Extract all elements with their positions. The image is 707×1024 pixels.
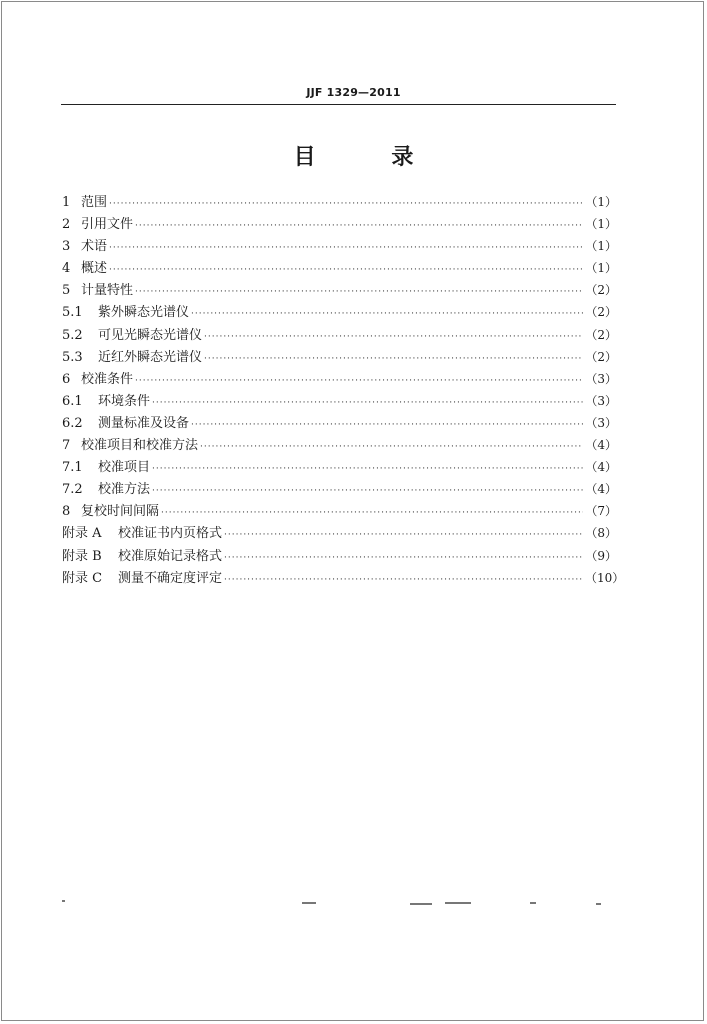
toc-entry-page: （4）: [585, 460, 617, 475]
dot-leader: [152, 458, 583, 480]
toc-entry-title: 校准条件: [81, 371, 134, 387]
toc-entry-number: 4: [62, 261, 71, 277]
toc-entry-number: 6.2: [62, 415, 83, 431]
toc-entry-title: 校准方法: [98, 482, 151, 498]
toc-entry-number: 5: [62, 283, 71, 299]
toc-entry-3[interactable]: [62, 235, 617, 257]
toc-entry-number: 7.1: [62, 460, 83, 476]
dot-leader: [109, 259, 583, 281]
dot-leader: [191, 303, 583, 325]
toc-entry-label: [62, 479, 150, 501]
toc-entry-page: （2）: [585, 305, 617, 320]
dot-leader: [191, 414, 583, 436]
toc-entry-number: 6: [62, 371, 71, 387]
toc-entry-title: 计量特性: [81, 283, 134, 299]
toc-entry-label: [62, 435, 198, 457]
toc-entry-label: [62, 214, 133, 236]
toc-entry-label: [62, 192, 107, 214]
scan-speck: [530, 902, 536, 904]
dot-leader: [135, 370, 583, 392]
scan-artifacts: [60, 897, 620, 909]
toc-entry-number: 8: [62, 504, 71, 520]
scan-speck: [410, 903, 432, 905]
toc-entry-5-3[interactable]: [62, 346, 617, 368]
toc-entry-title: 校准项目: [98, 460, 151, 476]
toc-entry-label: [62, 457, 150, 479]
dot-leader: [224, 524, 583, 546]
toc-entry-number: 6.1: [62, 393, 83, 409]
toc-entry-page: （1）: [585, 195, 617, 209]
toc-entry-label: [62, 302, 189, 324]
toc-entry-6-1[interactable]: [62, 390, 617, 412]
toc-entry-title: 术语: [81, 239, 108, 255]
page-title: 目 录: [293, 145, 448, 170]
toc-entry-appendix-b[interactable]: [62, 545, 617, 567]
dot-leader: [224, 569, 583, 591]
toc-entry-label: [62, 546, 222, 568]
toc-entry-page: （7）: [585, 504, 617, 519]
toc-entry-5[interactable]: [62, 279, 617, 301]
toc-entry-number: 附录 B: [62, 548, 102, 564]
toc-entry-number: 附录 C: [62, 570, 103, 586]
toc-entry-page: （1）: [585, 217, 617, 232]
toc-entry-page: （8）: [585, 526, 617, 541]
dot-leader: [204, 326, 583, 348]
toc-entry-page: （3）: [585, 415, 617, 430]
toc-entry-label: [62, 347, 202, 369]
toc-entry-appendix-c[interactable]: [62, 567, 625, 589]
toc-entry-label: [62, 568, 222, 590]
dot-leader: [152, 392, 583, 414]
toc-entry-appendix-a[interactable]: [62, 522, 617, 544]
toc-entry-page: （10）: [585, 570, 625, 585]
dot-leader: [161, 502, 583, 524]
toc-entry-title: 环境条件: [98, 393, 151, 409]
toc-entry-page: （2）: [585, 283, 617, 298]
toc-entry-label: [62, 280, 133, 302]
toc-entry-1[interactable]: [62, 191, 617, 213]
toc-entry-page: （9）: [585, 548, 617, 563]
toc-entry-title: 概述: [81, 261, 108, 277]
toc-entry-number: 1: [62, 195, 71, 210]
toc-entry-title: 测量不确定度评定: [118, 570, 223, 586]
toc-entry-title: 紫外瞬态光谱仪: [98, 305, 190, 321]
toc-entry-title: 近红外瞬态光谱仪: [98, 349, 203, 365]
toc-entry-title: 复校时间间隔: [81, 504, 160, 520]
dot-leader: [200, 436, 583, 458]
toc-entry-label: [62, 325, 202, 347]
toc-entry-title: 校准原始记录格式: [118, 548, 223, 564]
dot-leader: [109, 237, 583, 259]
toc-entry-number: 附录 A: [62, 526, 102, 542]
toc-entry-page: （2）: [585, 327, 617, 342]
toc-entry-number: 5.1: [62, 305, 83, 321]
dot-leader: [224, 547, 583, 569]
toc-entry-number: 5.3: [62, 349, 83, 365]
toc-entry-label: [62, 523, 222, 545]
toc-entry-2[interactable]: [62, 213, 617, 235]
scan-speck: [302, 902, 316, 904]
toc-entry-title: 可见光瞬态光谱仪: [98, 327, 203, 343]
toc-entry-page: （3）: [585, 393, 617, 408]
toc-entry-page: （1）: [585, 261, 617, 276]
toc-entry-label: [62, 413, 189, 435]
header-rule: [61, 104, 616, 105]
toc-entry-title: 引用文件: [81, 217, 134, 233]
standard-code-header: JJF 1329—2011: [306, 86, 401, 99]
toc-entry-page: （1）: [585, 239, 617, 254]
toc-entry-5-2[interactable]: [62, 324, 617, 346]
toc-entry-7[interactable]: [62, 434, 617, 456]
scan-speck: [445, 902, 471, 904]
toc-entry-label: [62, 391, 150, 413]
dot-leader: [135, 215, 583, 237]
toc-entry-label: [62, 501, 159, 523]
toc-entry-label: [62, 369, 133, 391]
toc-entry-number: 7.2: [62, 482, 83, 498]
toc-entry-title: 校准证书内页格式: [118, 526, 223, 542]
scan-speck: [62, 900, 65, 902]
dot-leader: [152, 480, 583, 502]
toc-entry-number: 2: [62, 217, 71, 233]
toc-entry-number: 5.2: [62, 327, 83, 343]
toc-entry-6-2[interactable]: [62, 412, 617, 434]
toc-entry-4[interactable]: [62, 257, 617, 279]
toc-entry-title: 测量标准及设备: [98, 415, 190, 431]
toc-entry-label: [62, 236, 107, 258]
toc-entry-label: [62, 258, 107, 280]
dot-leader: [135, 281, 583, 303]
toc-entry-number: 3: [62, 239, 71, 255]
toc-entry-6[interactable]: [62, 368, 617, 390]
toc-entry-page: （3）: [585, 371, 617, 386]
toc-entry-title: 范围: [81, 195, 108, 210]
toc-entry-number: 7: [62, 438, 71, 454]
toc-entry-page: （4）: [585, 482, 617, 497]
toc-entry-page: （2）: [585, 349, 617, 364]
dot-leader: [204, 348, 583, 370]
dot-leader: [109, 193, 583, 215]
toc-entry-8[interactable]: [62, 500, 617, 522]
toc-entry-title: 校准项目和校准方法: [81, 438, 199, 454]
toc-entry-5-1[interactable]: [62, 301, 617, 323]
toc-entry-page: （4）: [585, 438, 617, 453]
toc-entry-7-2[interactable]: [62, 478, 617, 500]
scan-speck: [596, 903, 601, 905]
table-of-contents: [62, 191, 625, 589]
toc-entry-7-1[interactable]: [62, 456, 617, 478]
